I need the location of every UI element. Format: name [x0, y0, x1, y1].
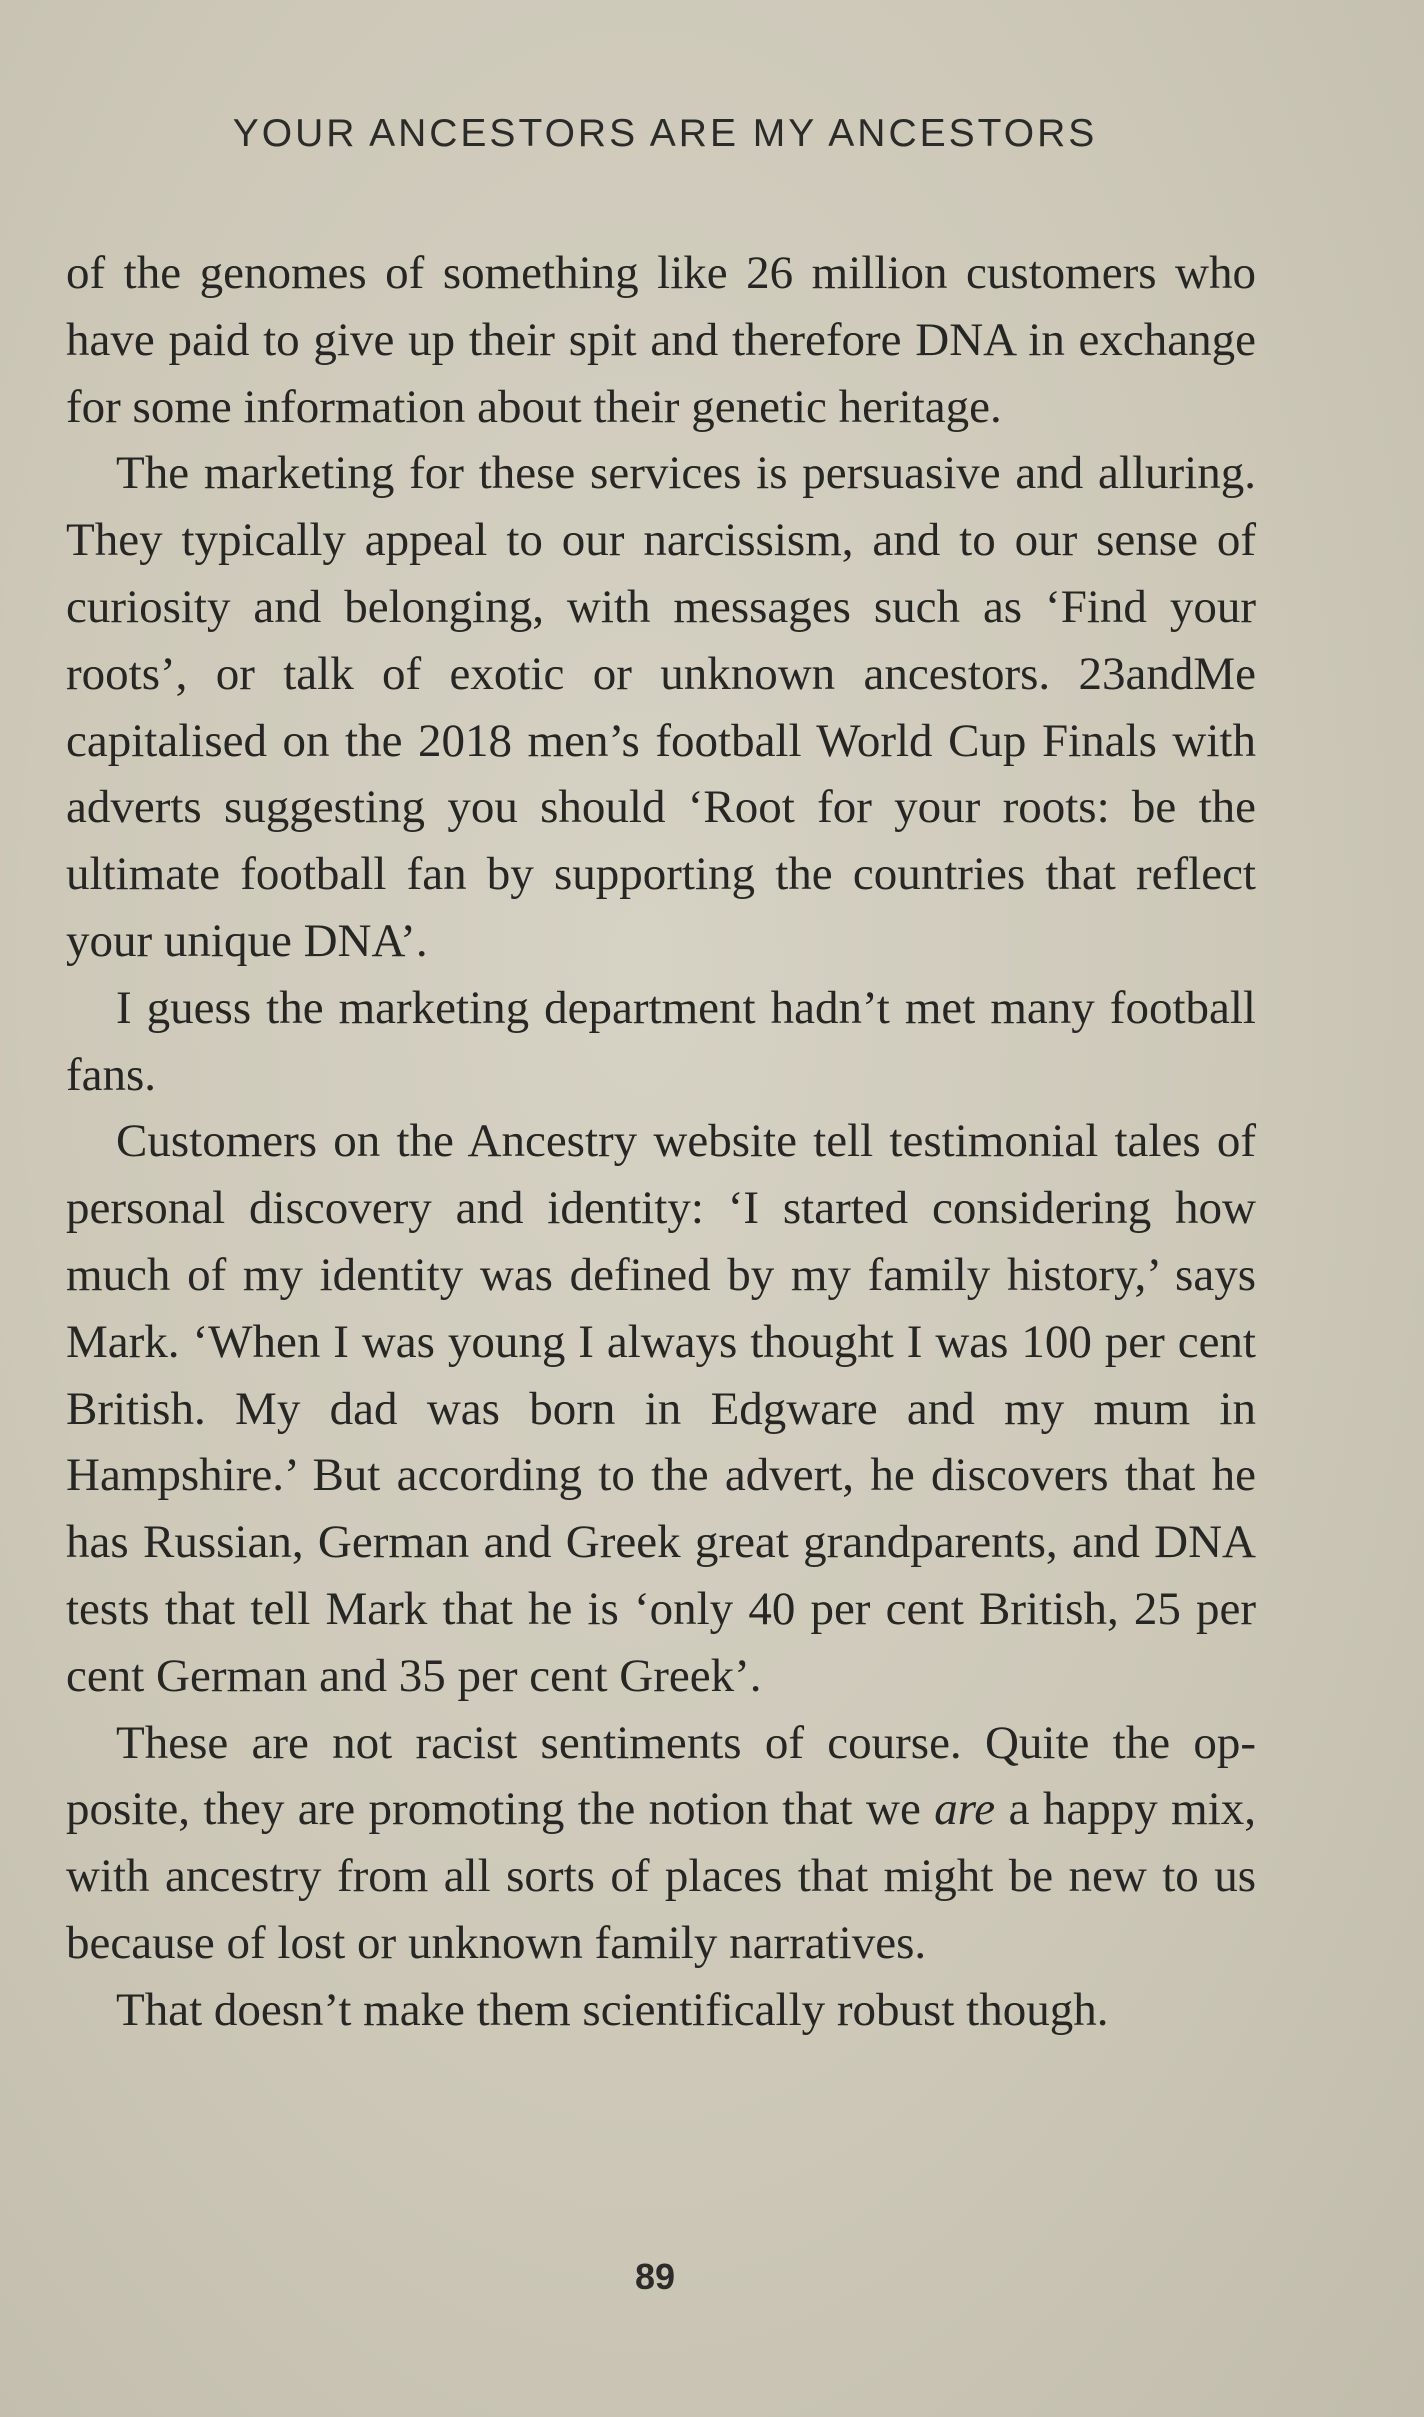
paragraph-scientific: That doesn’t make them scientifically robust though. — [116, 1983, 1109, 2036]
body-text — [66, 240, 1256, 2044]
running-header: YOUR ANCESTORS ARE MY ANCESTORS — [232, 112, 1098, 155]
paragraph-text-before: These are not racist sentiments of course. Quite the opposite, they are promoting the notion that we — [66, 1716, 1256, 1836]
paragraph-football-fans: I guess the marketing department hadn’t met many football fans. — [66, 981, 1256, 1101]
paragraph-text-after: a happy mix, with ancestry from all sorts of places that might be new to us because of lost or unknown family narratives. — [66, 1783, 1256, 1969]
page-number: 89 — [634, 2256, 676, 2297]
paragraph-continuation: of the genomes of something like 26 million customers who have paid to give up their spit and therefore DNA in exchange for some information about their genetic heritage. — [66, 247, 1256, 433]
paragraph-not-racist — [66, 1710, 1256, 1977]
emphasized-word: are — [934, 1783, 996, 1836]
paragraph-ancestry-testimonial: Customers on the Ancestry website tell testimonial tales of personal discovery and identity: ‘I started considering how much of my identity was defined by my family history,’ says Mark. ‘When I was young I always thought I was 100 per cent British. My dad was born in Edgware and my mum in Hampshire.’ But according to the advert, he discovers that he has Russian, German and Greek great grandparents, and DNA tests that tell Mark that he is ‘only 40 per cent British, 25 per cent German and 35 per cent Greek’. — [66, 1115, 1256, 1702]
paragraph-marketing: The marketing for these services is persuasive and alluring. They typically appeal to our narcissism, and to our sense of curiosity and belonging, with messages such as ‘Find your roots’, or talk of exotic or unknown ancestors. 23andMe capitalised on the 2018 men’s football World Cup Finals with adverts suggesting you should ‘Root for your roots: be the ultimate football fan by supporting the countries that reflect your unique DNA’. — [66, 447, 1256, 967]
